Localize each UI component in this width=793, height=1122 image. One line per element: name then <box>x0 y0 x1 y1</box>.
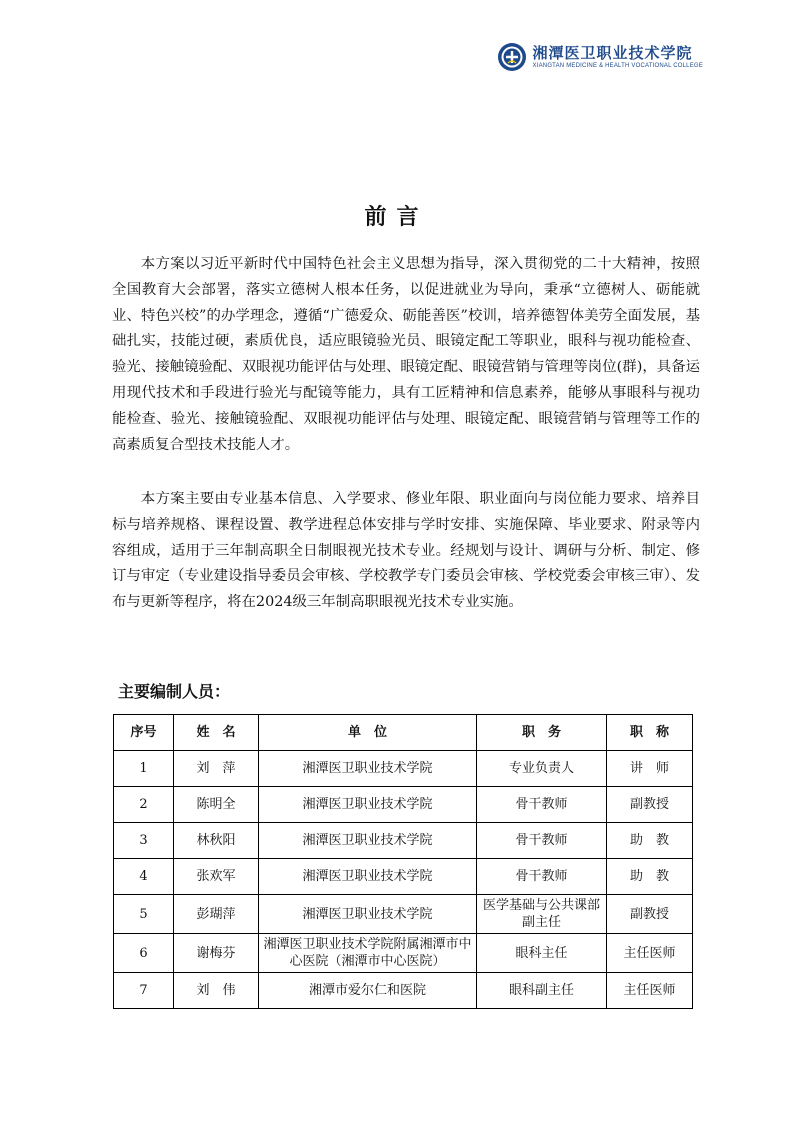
page-title: 前言 <box>364 205 429 230</box>
cell-position: 骨干教师 <box>477 859 607 895</box>
header-title: 职 称 <box>607 715 693 751</box>
cell-name: 彭瑚萍 <box>174 895 259 934</box>
college-name-cn: 湘潭医卫职业技术学院 <box>532 44 693 62</box>
header-position: 职 务 <box>477 715 607 751</box>
cell-title: 助 教 <box>607 823 693 859</box>
header-index: 序号 <box>114 715 174 751</box>
cell-unit: 湘潭医卫职业技术学院 <box>259 859 477 895</box>
cell-title: 主任医师 <box>607 973 693 1009</box>
cell-name: 林秋阳 <box>174 823 259 859</box>
staff-subtitle: 主要编制人员： <box>118 682 231 701</box>
table-row <box>114 934 693 973</box>
cell-index: 6 <box>114 934 174 973</box>
table-row <box>114 859 693 895</box>
cell-position: 眼科主任 <box>477 934 607 973</box>
cell-title: 副教授 <box>607 787 693 823</box>
cell-unit: 湘潭市爱尔仁和医院 <box>259 973 477 1009</box>
cell-position: 眼科副主任 <box>477 973 607 1009</box>
cell-index: 4 <box>114 859 174 895</box>
cell-title: 助 教 <box>607 859 693 895</box>
table-row <box>114 787 693 823</box>
intro-paragraph-2: 本方案主要由专业基本信息、入学要求、修业年限、职业面向与岗位能力要求、培养目标与培养规格、课程设置、教学进程总体安排与学时安排、实施保障、毕业要求、附录等内容组成，适用于三年制高职全日制眼视光技术专业。经规划与设计、调研与分析、制定、修订与审定（专业建设指导委员会审核、学校教学专门委员会审核、学校党委会审核三审）、发布与更新等程序，将在2024级三年制高职眼视光技术专业实施。 <box>112 491 700 611</box>
page-header <box>497 42 703 72</box>
cell-position: 专业负责人 <box>477 751 607 787</box>
cell-name: 谢梅芬 <box>174 934 259 973</box>
table-row <box>114 823 693 859</box>
table-row <box>114 973 693 1009</box>
cell-name: 陈明全 <box>174 787 259 823</box>
college-logo-icon <box>497 42 527 72</box>
header-name: 姓 名 <box>174 715 259 751</box>
cell-name: 刘 萍 <box>174 751 259 787</box>
cell-index: 3 <box>114 823 174 859</box>
cell-unit: 湘潭医卫职业技术学院 <box>259 823 477 859</box>
cell-name: 刘 伟 <box>174 973 259 1009</box>
college-name-en: XIANGTAN MEDICINE & HEALTH VOCATIONAL COLLEGE <box>532 63 703 69</box>
intro-paragraph-1: 本方案以习近平新时代中国特色社会主义思想为指导，深入贯彻党的二十大精神，按照全国教育大会部署，落实立德树人根本任务，以促进就业为导向，秉承“立德树人、砺能就业、特色兴校”的办学理念，遵循“广德爱众、砺能善医”校训，培养德智体美劳全面发展，基础扎实，技能过硬，素质优良，适应眼镜验光员、眼镜定配工等职业，眼科与视功能检查、验光、接触镜验配、双眼视功能评估与处理、眼镜定配、眼镜营销与管理等岗位(群)，具备运用现代技术和手段进行验光与配镜等能力，具有工匠精神和信息素养，能够从事眼科与视功能检查、验光、接触镜验配、双眼视功能评估与处理、眼镜定配、眼镜营销与管理等工作的高素质复合型技术技能人才。 <box>112 256 700 453</box>
cell-position: 医学基础与公共课部副主任 <box>477 895 607 934</box>
cell-unit: 湘潭医卫职业技术学院 <box>259 751 477 787</box>
cell-unit: 湘潭医卫职业技术学院附属湘潭市中心医院（湘潭市中心医院） <box>259 934 477 973</box>
table-row <box>114 751 693 787</box>
cell-name: 张欢军 <box>174 859 259 895</box>
table-header-row <box>114 715 693 751</box>
header-unit: 单 位 <box>259 715 477 751</box>
cell-title: 副教授 <box>607 895 693 934</box>
cell-position: 骨干教师 <box>477 823 607 859</box>
table-row <box>114 895 693 934</box>
cell-index: 5 <box>114 895 174 934</box>
cell-unit: 湘潭医卫职业技术学院 <box>259 787 477 823</box>
cell-index: 2 <box>114 787 174 823</box>
cell-unit: 湘潭医卫职业技术学院 <box>259 895 477 934</box>
staff-table <box>113 714 693 1009</box>
cell-index: 1 <box>114 751 174 787</box>
cell-index: 7 <box>114 973 174 1009</box>
college-name <box>533 44 703 70</box>
cell-title: 主任医师 <box>607 934 693 973</box>
cell-position: 骨干教师 <box>477 787 607 823</box>
cell-title: 讲 师 <box>607 751 693 787</box>
